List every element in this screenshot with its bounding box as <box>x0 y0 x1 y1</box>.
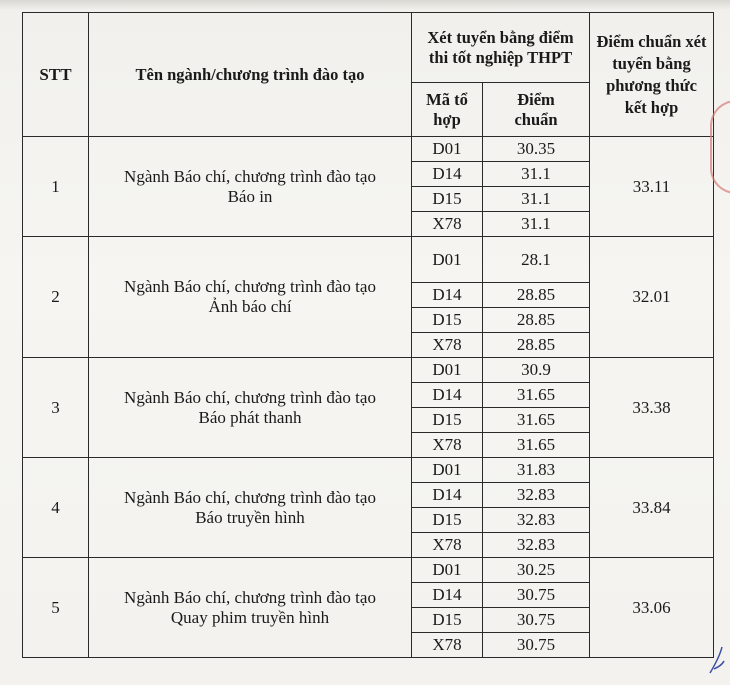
combo-code-cell: D01 <box>412 558 483 583</box>
combined-cutoff-cell: 33.84 <box>590 458 714 558</box>
header-combined-cutoff: Điểm chuẩn xét tuyển bằng phương thức kết hợp <box>590 13 714 137</box>
cutoff-score-cell: 28.1 <box>483 237 590 283</box>
cutoff-score-cell: 32.83 <box>483 483 590 508</box>
header-program: Tên ngành/chương trình đào tạo <box>89 13 412 137</box>
stt-cell: 2 <box>23 237 89 358</box>
red-stamp-mark <box>710 100 730 194</box>
combo-code-cell: D01 <box>412 458 483 483</box>
combo-code-cell: D15 <box>412 608 483 633</box>
table-row <box>23 137 714 162</box>
combo-code-cell: X78 <box>412 333 483 358</box>
combined-cutoff-cell: 32.01 <box>590 237 714 358</box>
cutoff-score-cell: 28.85 <box>483 308 590 333</box>
header-exam-group: Xét tuyển bằng điểm thi tốt nghiệp THPT <box>412 13 590 83</box>
table-row <box>23 558 714 583</box>
cutoff-score-cell: 30.75 <box>483 633 590 658</box>
cutoff-score-cell: 28.85 <box>483 283 590 308</box>
cutoff-score-cell: 32.83 <box>483 508 590 533</box>
cutoff-score-table <box>22 12 714 658</box>
combined-cutoff-cell: 33.38 <box>590 358 714 458</box>
combo-code-cell: D14 <box>412 162 483 187</box>
signature-mark <box>706 645 726 675</box>
cutoff-score-cell: 28.85 <box>483 333 590 358</box>
header-cutoff: Điểm chuẩn <box>483 83 590 137</box>
cutoff-score-cell: 30.75 <box>483 608 590 633</box>
program-name-line2: Báo truyền hình <box>195 507 305 527</box>
cutoff-score-cell: 31.65 <box>483 433 590 458</box>
cutoff-score-cell: 30.25 <box>483 558 590 583</box>
combo-code-cell: X78 <box>412 633 483 658</box>
table-row <box>23 237 714 283</box>
program-name-line2: Báo in <box>227 186 273 206</box>
cropped-text-strip <box>0 0 730 10</box>
program-name-line1: Ngành Báo chí, chương trình đào tạo <box>124 166 376 186</box>
program-name-line1: Ngành Báo chí, chương trình đào tạo <box>124 387 376 407</box>
program-name-line2: Ảnh báo chí <box>208 297 292 316</box>
program-name-cell <box>89 137 412 237</box>
combo-code-cell: D14 <box>412 583 483 608</box>
header-combo-code: Mã tổ hợp <box>412 83 483 137</box>
combo-code-cell: X78 <box>412 433 483 458</box>
combo-code-cell: D15 <box>412 408 483 433</box>
header-stt: STT <box>23 13 89 137</box>
combined-cutoff-cell: 33.11 <box>590 137 714 237</box>
cutoff-score-cell: 31.1 <box>483 187 590 212</box>
combined-cutoff-cell: 33.06 <box>590 558 714 658</box>
combo-code-cell: D01 <box>412 237 483 283</box>
stt-cell: 5 <box>23 558 89 658</box>
combo-code-cell: D15 <box>412 187 483 212</box>
program-name-cell <box>89 458 412 558</box>
cutoff-score-cell: 31.1 <box>483 162 590 187</box>
combo-code-cell: D01 <box>412 137 483 162</box>
program-name-line1: Ngành Báo chí, chương trình đào tạo <box>124 587 376 607</box>
cutoff-score-cell: 30.35 <box>483 137 590 162</box>
cutoff-score-cell: 31.83 <box>483 458 590 483</box>
stt-cell: 3 <box>23 358 89 458</box>
cutoff-score-cell: 30.9 <box>483 358 590 383</box>
table-row <box>23 458 714 483</box>
cutoff-score-cell: 31.65 <box>483 383 590 408</box>
stt-cell: 1 <box>23 137 89 237</box>
program-name-cell <box>89 237 412 358</box>
cutoff-score-cell: 30.75 <box>483 583 590 608</box>
combo-code-cell: X78 <box>412 533 483 558</box>
combo-code-cell: D15 <box>412 508 483 533</box>
cutoff-score-cell: 31.1 <box>483 212 590 237</box>
program-name-line2: Báo phát thanh <box>198 407 302 427</box>
combo-code-cell: D14 <box>412 383 483 408</box>
combo-code-cell: D14 <box>412 283 483 308</box>
cutoff-score-cell: 31.65 <box>483 408 590 433</box>
program-name-line2: Quay phim truyền hình <box>170 607 330 627</box>
program-name-cell <box>89 558 412 658</box>
combo-code-cell: X78 <box>412 212 483 237</box>
combo-code-cell: D01 <box>412 358 483 383</box>
combo-code-cell: D14 <box>412 483 483 508</box>
program-name-line1: Ngành Báo chí, chương trình đào tạo <box>124 487 376 507</box>
program-name-cell <box>89 358 412 458</box>
program-name-line1: Ngành Báo chí, chương trình đào tạo <box>124 277 376 296</box>
cutoff-score-cell: 32.83 <box>483 533 590 558</box>
combo-code-cell: D15 <box>412 308 483 333</box>
stt-cell: 4 <box>23 458 89 558</box>
table-row <box>23 358 714 383</box>
